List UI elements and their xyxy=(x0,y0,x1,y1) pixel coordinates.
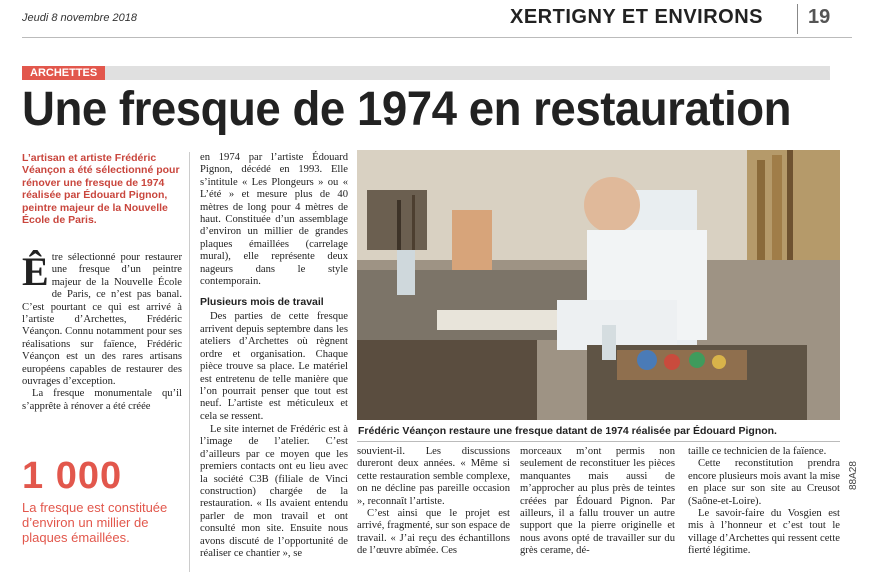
kicker-bar xyxy=(22,66,830,80)
kicker-label: ARCHETTES xyxy=(22,66,105,80)
header-rule xyxy=(22,37,852,38)
col2-paragraph-3: Le site internet de Frédéric est à l’image de l’atelier. C’est d’ailleurs par ce moyen que les premiers contacts ont eu lieu avec la société C3B (filiale de Vinci construction) chargée de la restauration. « Ils avaient entendu parler de mon travail et ont consulté mon site. Ensuite nous avons discuté de l’opportunité de réaliser ce chantier », se xyxy=(200,424,348,560)
col3-paragraph-1: souvient-il. Les discussions dureront deux années. « Même si cette restauration semble complexe, on ne décline pas pareille occasion », reconnaît l’artiste. xyxy=(357,446,510,507)
col2-paragraph-2: Des parties de cette fresque arrivent depuis septembre dans les ateliers d’Archettes où règnent ordre et organisation. Chaque pièce trouve sa place. Le matériel est entretenu de telle manière que l’on pourrait penser que tout est neuf. L’artiste est méticuleux et cela se ressent. xyxy=(200,311,348,422)
col5-paragraph-3: Le savoir-faire du Vosgien est mis à l’honneur et c’est tout le village d’Archettes qui ressent cette fierté légitime. xyxy=(688,508,840,557)
caption-rule xyxy=(357,441,840,442)
lead-paragraph: L’artisan et artiste Frédéric Véançon a été sélectionné pour rénover une fresque de 1974 réalisée par Édouard Pignon, peintre majeur de la Nouvelle École de Paris. xyxy=(22,152,180,227)
headline: Une fresque de 1974 en restauration xyxy=(22,83,791,136)
photo-code: 88A28 xyxy=(848,461,859,490)
col5-paragraph-1: taille ce technicien de la faïence. xyxy=(688,446,827,457)
col1-paragraph-1 xyxy=(22,249,182,388)
photo-caption: Frédéric Véançon restaure une fresque datant de 1974 réalisée par Édouard Pignon. xyxy=(358,425,777,437)
header-separator xyxy=(797,4,798,34)
column-1 xyxy=(22,249,182,413)
col1-paragraph-2: La fresque monumentale qu’il s’apprête à rénover a été créée xyxy=(22,388,182,412)
subhead: Plusieurs mois de travail xyxy=(200,296,324,309)
column-4 xyxy=(520,446,675,558)
column-2-bottom xyxy=(200,424,348,560)
col4-paragraph-1: morceaux m’ont permis non seulement de reconstituer les pièces manquantes mais aussi de m’approcher au plus près de teintes créées par Édouard Pignon. Par ailleurs, il a fallu trouver un autre support que la pierre originelle et nous avons opté de travailler sur du grès cerame, dé- xyxy=(520,446,675,557)
stat-number: 1 000 xyxy=(22,455,123,497)
header-date: Jeudi 8 novembre 2018 xyxy=(22,12,137,24)
article-photo xyxy=(357,150,840,420)
section-title: XERTIGNY ET ENVIRONS xyxy=(510,6,764,28)
dropcap: Ê xyxy=(22,249,49,294)
col3-paragraph-2: C’est ainsi que le projet est arrivé, fragmenté, sur son espace de travail. « J’ai reçu des échantillons de l’œuvre abîmée. Ces xyxy=(357,508,510,557)
column-5 xyxy=(688,446,840,558)
col2-paragraph-1: en 1974 par l’artiste Édouard Pignon, décédé en 1993. Elle s’intitule « Les Plongeurs » ou « L’été » et mesure plus de 40 mètres de long pour 4 mètres de haut. Constituée d’un assemblage d’environ un millier de grandes plaques émaillées (carrelage mural), elle représente deux nageurs dans le style contemporain. xyxy=(200,152,348,288)
col5-paragraph-2: Cette reconstitution prendra encore plusieurs mois avant la mise en place sur son site au Creusot (Saône-et-Loire). xyxy=(688,458,840,507)
column-2-top xyxy=(200,152,348,423)
column-3 xyxy=(357,446,510,558)
page-number: 19 xyxy=(808,6,831,28)
col1-text-1: tre sélectionné pour restaurer une fresque d’un peintre majeur de la Nouvelle École de Paris, ce n’est pas banal. C’est pourtant ce qui est arrivé à l’artiste d’Archettes, Frédéric Véançon. Connu notamment pour ses réalisations sur faïence, Frédéric Véançon est un des rares artisans européens capables de restaurer des ouvrages d’exception. xyxy=(22,252,182,388)
stat-text: La fresque est constituée d’environ un millier de plaques émaillées. xyxy=(22,500,168,545)
workshop-photo xyxy=(357,150,840,420)
column-separator xyxy=(189,152,190,572)
